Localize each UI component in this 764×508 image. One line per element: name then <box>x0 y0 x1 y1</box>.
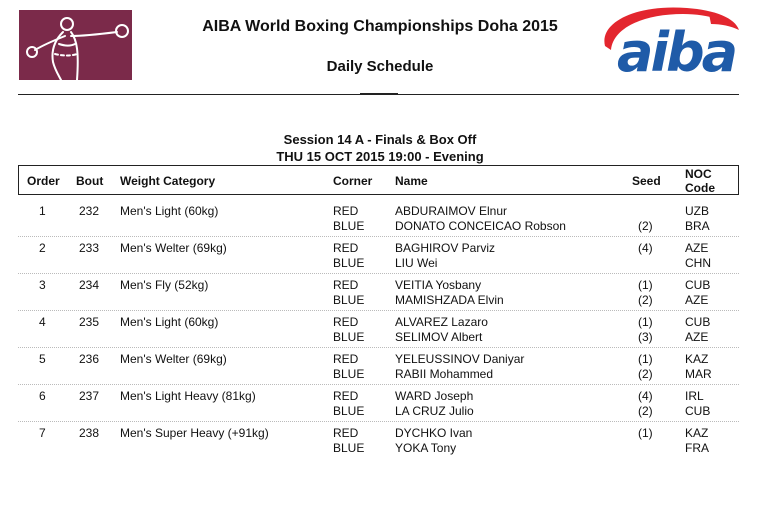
header-divider-mark <box>360 93 398 95</box>
red-corner: RED <box>333 315 359 329</box>
document-title: AIBA World Boxing Championships Doha 2015 <box>202 18 558 35</box>
red-boxer-name: VEITIA Yosbany <box>395 278 482 292</box>
row-divider <box>18 310 739 311</box>
bout-order: 2 <box>39 241 46 255</box>
red-boxer-name: ALVAREZ Lazaro <box>395 315 488 329</box>
red-boxer-seed: (1) <box>638 278 653 292</box>
red-boxer-noc: CUB <box>685 315 711 329</box>
session-date: THU 15 OCT 2015 19:00 - Evening <box>276 149 484 164</box>
red-boxer-name: WARD Joseph <box>395 389 474 403</box>
blue-boxer-noc: CHN <box>685 256 711 270</box>
blue-corner: BLUE <box>333 256 365 270</box>
red-boxer-name: DYCHKO Ivan <box>395 426 473 440</box>
bout-order: 3 <box>39 278 46 292</box>
blue-corner: BLUE <box>333 441 365 455</box>
blue-corner: BLUE <box>333 293 365 307</box>
red-boxer-name: YELEUSSINOV Daniyar <box>395 352 525 366</box>
column-header-order: Order <box>27 174 60 188</box>
row-divider <box>18 384 739 385</box>
bout-number: 236 <box>79 352 100 366</box>
column-header-seed: Seed <box>632 174 661 188</box>
blue-corner: BLUE <box>333 367 365 381</box>
blue-boxer-noc: MAR <box>685 367 712 381</box>
red-boxer-name: BAGHIROV Parviz <box>395 241 496 255</box>
red-boxer-noc: CUB <box>685 278 711 292</box>
aiba-logo-text: aiba <box>617 21 736 84</box>
blue-boxer-seed: (2) <box>638 219 653 233</box>
blue-boxer-noc: BRA <box>685 219 710 233</box>
red-boxer-noc: AZE <box>685 241 709 255</box>
bout-order: 1 <box>39 204 46 218</box>
blue-boxer-name: RABII Mohammed <box>395 367 494 381</box>
blue-boxer-noc: CUB <box>685 404 711 418</box>
red-corner: RED <box>333 389 359 403</box>
row-divider <box>18 347 739 348</box>
column-header-noc: NOC <box>685 167 712 181</box>
column-header-code: Code <box>685 181 715 195</box>
column-header-name: Name <box>395 174 428 188</box>
column-header-weight-category: Weight Category <box>120 174 216 188</box>
bout-order: 5 <box>39 352 46 366</box>
blue-corner: BLUE <box>333 219 365 233</box>
blue-corner: BLUE <box>333 330 365 344</box>
blue-boxer-name: SELIMOV Albert <box>395 330 483 344</box>
column-header-corner: Corner <box>333 174 373 188</box>
bout-number: 232 <box>79 204 100 218</box>
blue-boxer-noc: FRA <box>685 441 709 455</box>
blue-boxer-name: LA CRUZ Julio <box>395 404 474 418</box>
red-boxer-noc: KAZ <box>685 352 709 366</box>
blue-boxer-name: YOKA Tony <box>395 441 457 455</box>
bout-weight-category: Men's Light Heavy (81kg) <box>120 389 256 403</box>
red-boxer-seed: (4) <box>638 389 653 403</box>
row-divider <box>18 236 739 237</box>
boxer-logo <box>19 10 132 80</box>
red-boxer-noc: IRL <box>685 389 704 403</box>
blue-boxer-seed: (2) <box>638 293 653 307</box>
red-corner: RED <box>333 352 359 366</box>
row-divider <box>18 421 739 422</box>
bout-number: 238 <box>79 426 100 440</box>
red-boxer-noc: UZB <box>685 204 709 218</box>
blue-boxer-name: MAMISHZADA Elvin <box>395 293 504 307</box>
bout-number: 233 <box>79 241 100 255</box>
bout-number: 237 <box>79 389 100 403</box>
blue-corner: BLUE <box>333 404 365 418</box>
bout-weight-category: Men's Super Heavy (+91kg) <box>120 426 269 440</box>
red-boxer-noc: KAZ <box>685 426 709 440</box>
column-header-bout: Bout <box>76 174 104 188</box>
document-subtitle: Daily Schedule <box>326 58 434 75</box>
row-divider <box>18 273 739 274</box>
blue-boxer-seed: (2) <box>638 367 653 381</box>
red-boxer-seed: (1) <box>638 352 653 366</box>
aiba-logo <box>597 4 742 88</box>
session-title: Session 14 A - Finals & Box Off <box>283 132 477 147</box>
boxer-silhouette-icon <box>19 10 132 80</box>
blue-boxer-name: LIU Wei <box>395 256 438 270</box>
red-boxer-seed: (1) <box>638 315 653 329</box>
bout-weight-category: Men's Light (60kg) <box>120 204 219 218</box>
red-corner: RED <box>333 278 359 292</box>
blue-boxer-seed: (3) <box>638 330 653 344</box>
blue-boxer-seed: (2) <box>638 404 653 418</box>
blue-boxer-name: DONATO CONCEICAO Robson <box>395 219 566 233</box>
bout-order: 7 <box>39 426 46 440</box>
blue-boxer-noc: AZE <box>685 293 709 307</box>
bout-weight-category: Men's Welter (69kg) <box>120 352 227 366</box>
red-corner: RED <box>333 204 359 218</box>
red-boxer-seed: (4) <box>638 241 653 255</box>
bout-weight-category: Men's Welter (69kg) <box>120 241 227 255</box>
red-boxer-seed: (1) <box>638 426 653 440</box>
blue-boxer-noc: AZE <box>685 330 709 344</box>
bout-weight-category: Men's Fly (52kg) <box>120 278 209 292</box>
bout-number: 235 <box>79 315 100 329</box>
bout-order: 6 <box>39 389 46 403</box>
red-corner: RED <box>333 426 359 440</box>
bout-number: 234 <box>79 278 100 292</box>
red-corner: RED <box>333 241 359 255</box>
bout-weight-category: Men's Light (60kg) <box>120 315 219 329</box>
red-boxer-name: ABDURAIMOV Elnur <box>395 204 508 218</box>
bout-order: 4 <box>39 315 46 329</box>
